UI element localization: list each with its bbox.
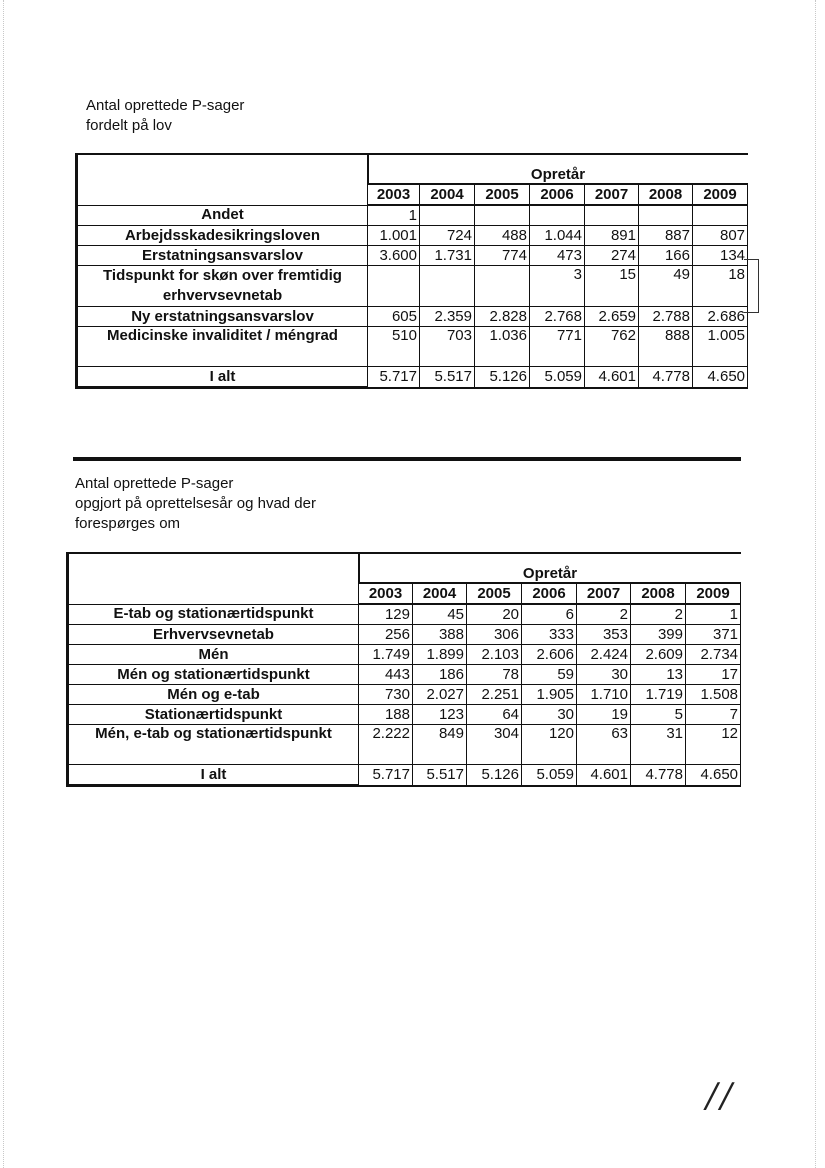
- cell-value: 2.734: [686, 645, 741, 665]
- table-row: [68, 625, 741, 645]
- cell-value: 45: [413, 604, 467, 625]
- cell-value: [530, 205, 585, 226]
- cell-value: 306: [467, 625, 522, 645]
- table-row: [68, 645, 741, 665]
- cell-value: 473: [530, 246, 585, 266]
- margin-bracket: [744, 259, 759, 313]
- cell-value: 510: [368, 327, 420, 367]
- cell-value: 1.036: [475, 327, 530, 367]
- table-row: [77, 266, 748, 307]
- cell-value: 1.508: [686, 685, 741, 705]
- cell-value: 762: [585, 327, 639, 367]
- cell-value: 256: [359, 625, 413, 645]
- cell-value: 2.606: [522, 645, 577, 665]
- cell-value: 63: [577, 725, 631, 765]
- cell-value: 3: [530, 266, 585, 307]
- cell-value: 371: [686, 625, 741, 645]
- header-blank-cell: [77, 154, 368, 205]
- row-label: Arbejdsskadesikringsloven: [77, 226, 368, 246]
- total-value: 5.059: [530, 367, 585, 388]
- cell-value: 12: [686, 725, 741, 765]
- cell-value: 6: [522, 604, 577, 625]
- cell-value: 703: [420, 327, 475, 367]
- cell-value: 388: [413, 625, 467, 645]
- row-label: Erstatningsansvarslov: [77, 246, 368, 266]
- cell-value: [420, 205, 475, 226]
- cell-value: 399: [631, 625, 686, 645]
- row-label: [77, 266, 368, 307]
- cell-value: 120: [522, 725, 577, 765]
- cell-value: 891: [585, 226, 639, 246]
- cell-value: 2.222: [359, 725, 413, 765]
- cell-value: 78: [467, 665, 522, 685]
- cell-value: 20: [467, 604, 522, 625]
- cell-value: 134: [693, 246, 748, 266]
- cell-value: 887: [639, 226, 693, 246]
- section-divider: [73, 457, 741, 461]
- row-label: Stationærtidspunkt: [68, 705, 359, 725]
- total-value: 4.778: [639, 367, 693, 388]
- row-label: Andet: [77, 205, 368, 226]
- cell-value: 1.899: [413, 645, 467, 665]
- column-group-header: Opretår: [368, 154, 748, 184]
- cell-value: 2: [631, 604, 686, 625]
- year-header: 2008: [639, 184, 693, 205]
- total-value: 4.601: [577, 765, 631, 786]
- year-header: 2004: [420, 184, 475, 205]
- year-header: 2006: [522, 583, 577, 604]
- row-label-line: erhvervsevnetab: [162, 287, 283, 304]
- cell-value: [368, 266, 420, 307]
- total-value: 4.778: [631, 765, 686, 786]
- cell-value: 1.710: [577, 685, 631, 705]
- caption-line: forespørges om: [75, 515, 181, 532]
- total-value: 4.650: [693, 367, 748, 388]
- year-header: 2004: [413, 583, 467, 604]
- law-table: [75, 153, 748, 389]
- cell-value: 488: [475, 226, 530, 246]
- row-label: E-tab og stationærtidspunkt: [68, 604, 359, 625]
- caption-line: fordelt på lov: [86, 117, 172, 134]
- cell-value: 129: [359, 604, 413, 625]
- cell-value: 2.359: [420, 307, 475, 327]
- cell-value: 2.768: [530, 307, 585, 327]
- cell-value: 3.600: [368, 246, 420, 266]
- cell-value: 2.609: [631, 645, 686, 665]
- cell-value: 30: [577, 665, 631, 685]
- cell-value: 59: [522, 665, 577, 685]
- header-row: [68, 553, 741, 583]
- table-row: [77, 246, 748, 266]
- cell-value: 304: [467, 725, 522, 765]
- table-row: [68, 685, 741, 705]
- cell-value: 5: [631, 705, 686, 725]
- cell-value: 19: [577, 705, 631, 725]
- cell-value: 186: [413, 665, 467, 685]
- table-row: [77, 307, 748, 327]
- table-row: [68, 725, 741, 765]
- table-row: [77, 205, 748, 226]
- total-row: [68, 765, 741, 786]
- cell-value: 13: [631, 665, 686, 685]
- table-row: [68, 665, 741, 685]
- cell-value: 7: [686, 705, 741, 725]
- cell-value: 49: [639, 266, 693, 307]
- cell-value: 849: [413, 725, 467, 765]
- table-row: [77, 226, 748, 246]
- cell-value: [585, 205, 639, 226]
- cell-value: 724: [420, 226, 475, 246]
- cell-value: 274: [585, 246, 639, 266]
- caption-line: Antal oprettede P-sager: [75, 475, 234, 492]
- cell-value: 15: [585, 266, 639, 307]
- total-value: 5.059: [522, 765, 577, 786]
- year-header: 2008: [631, 583, 686, 604]
- cell-value: 31: [631, 725, 686, 765]
- cell-value: 1.005: [693, 327, 748, 367]
- handwritten-page-mark: //: [706, 1076, 735, 1116]
- cell-value: 1.044: [530, 226, 585, 246]
- cell-value: 2.686: [693, 307, 748, 327]
- cell-value: 2.659: [585, 307, 639, 327]
- caption-line: opgjort på oprettelsesår og hvad der: [75, 495, 316, 512]
- cell-value: 443: [359, 665, 413, 685]
- table2-caption: [75, 474, 316, 534]
- cell-value: 1.001: [368, 226, 420, 246]
- cell-value: 2: [577, 604, 631, 625]
- total-value: 5.126: [467, 765, 522, 786]
- row-label: Mén og e-tab: [68, 685, 359, 705]
- total-value: 4.650: [686, 765, 741, 786]
- total-value: 5.717: [368, 367, 420, 388]
- cell-value: 807: [693, 226, 748, 246]
- table1-caption: [86, 96, 244, 136]
- year-header: 2009: [693, 184, 748, 205]
- row-label: Mén: [68, 645, 359, 665]
- column-group-header: Opretår: [359, 553, 741, 583]
- cell-value: 353: [577, 625, 631, 645]
- cell-value: 2.103: [467, 645, 522, 665]
- cell-value: 2.251: [467, 685, 522, 705]
- cell-value: 730: [359, 685, 413, 705]
- row-label: Ny erstatningsansvarslov: [77, 307, 368, 327]
- cell-value: [475, 205, 530, 226]
- year-header: 2005: [467, 583, 522, 604]
- page-edge-left: [3, 0, 4, 1168]
- cell-value: 774: [475, 246, 530, 266]
- table-row: [77, 327, 748, 367]
- total-value: 5.717: [359, 765, 413, 786]
- cell-value: 1.905: [522, 685, 577, 705]
- cell-value: 2.788: [639, 307, 693, 327]
- cell-value: 605: [368, 307, 420, 327]
- year-header: 2006: [530, 184, 585, 205]
- table-row: [68, 604, 741, 625]
- row-label: Erhvervsevnetab: [68, 625, 359, 645]
- cell-value: 888: [639, 327, 693, 367]
- cell-value: 123: [413, 705, 467, 725]
- year-header: 2007: [577, 583, 631, 604]
- year-header: 2009: [686, 583, 741, 604]
- cell-value: 1.731: [420, 246, 475, 266]
- cell-value: 1: [368, 205, 420, 226]
- cell-value: 1.719: [631, 685, 686, 705]
- total-value: 5.126: [475, 367, 530, 388]
- cell-value: 18: [693, 266, 748, 307]
- row-label: Medicinske invaliditet / méngrad: [77, 327, 368, 367]
- year-header: 2005: [475, 184, 530, 205]
- row-label: Mén og stationærtidspunkt: [68, 665, 359, 685]
- cell-value: 2.027: [413, 685, 467, 705]
- total-label: I alt: [77, 367, 368, 388]
- cell-value: [693, 205, 748, 226]
- total-value: 4.601: [585, 367, 639, 388]
- request-table: [66, 552, 741, 787]
- year-header: 2003: [368, 184, 420, 205]
- cell-value: 188: [359, 705, 413, 725]
- cell-value: 17: [686, 665, 741, 685]
- year-header: 2007: [585, 184, 639, 205]
- cell-value: 333: [522, 625, 577, 645]
- cell-value: [639, 205, 693, 226]
- total-value: 5.517: [420, 367, 475, 388]
- total-label: I alt: [68, 765, 359, 786]
- total-value: 5.517: [413, 765, 467, 786]
- cell-value: 771: [530, 327, 585, 367]
- cell-value: [420, 266, 475, 307]
- row-label-line: Tidspunkt for skøn over fremtidig: [103, 267, 342, 284]
- cell-value: 30: [522, 705, 577, 725]
- page-edge-right: [815, 0, 816, 1168]
- header-row: [77, 154, 748, 184]
- cell-value: 2.828: [475, 307, 530, 327]
- cell-value: 1: [686, 604, 741, 625]
- row-label: Mén, e-tab og stationærtidspunkt: [68, 725, 359, 765]
- table-row: [68, 705, 741, 725]
- cell-value: [475, 266, 530, 307]
- cell-value: 2.424: [577, 645, 631, 665]
- total-row: [77, 367, 748, 388]
- caption-line: Antal oprettede P-sager: [86, 97, 245, 114]
- cell-value: 64: [467, 705, 522, 725]
- year-header: 2003: [359, 583, 413, 604]
- header-blank-cell: [68, 553, 359, 604]
- cell-value: 1.749: [359, 645, 413, 665]
- cell-value: 166: [639, 246, 693, 266]
